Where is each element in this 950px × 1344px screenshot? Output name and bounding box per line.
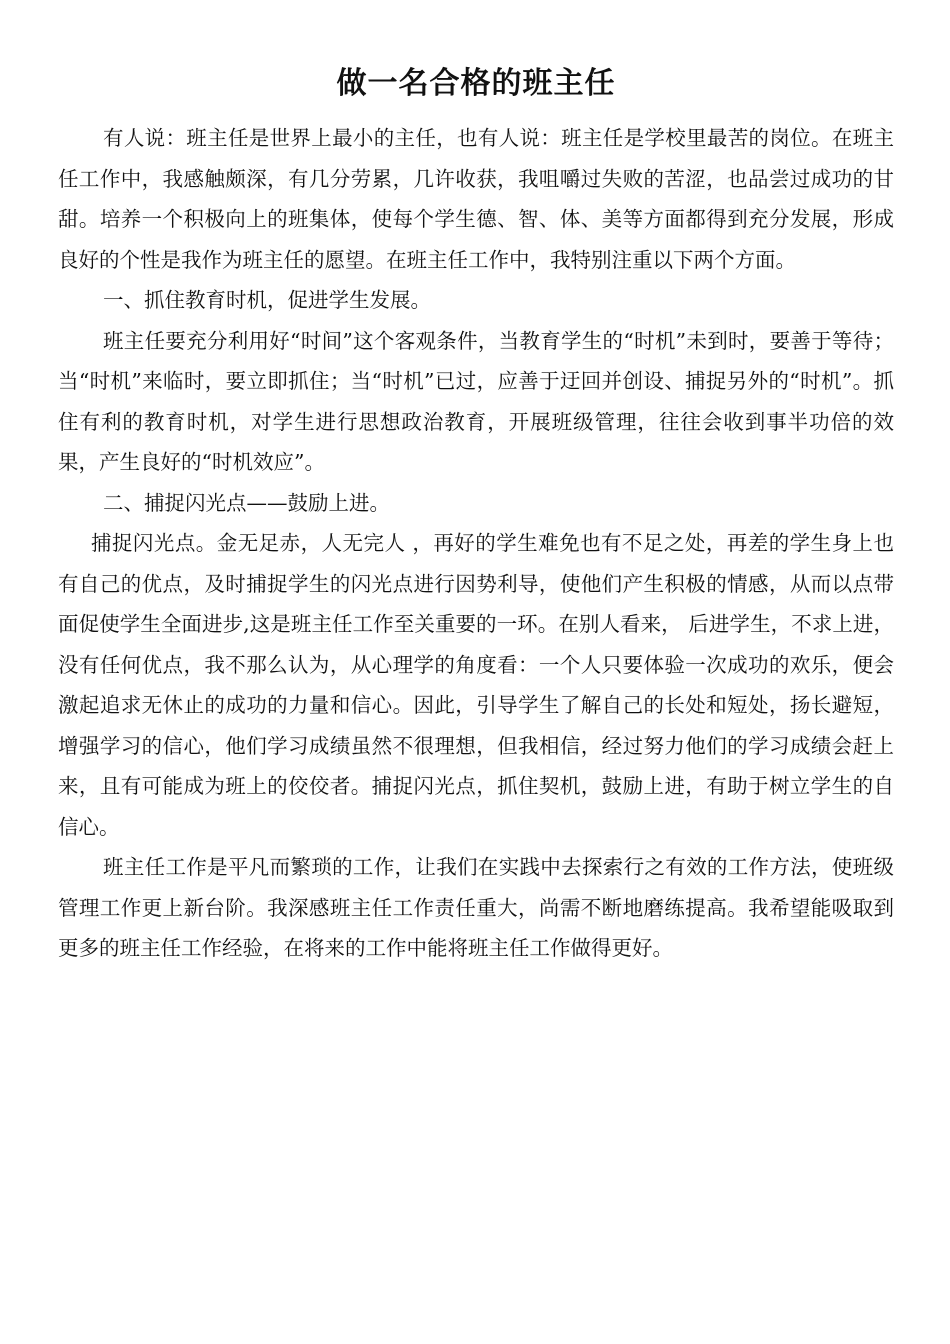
section-heading-1: 一、抓住教育时机，促进学生发展。	[103, 288, 431, 312]
document-page	[58, 64, 894, 969]
document-title: 做一名合格的班主任	[336, 66, 616, 101]
paragraph-highlights: 捕捉闪光点。金无足赤，人无完人 ，再好的学生难免也有不足之处，再差的学生身上也有自己的优点，及时捕捉学生的闪光点进行因势利导，使他们产生积极的情感，从而以点带面促使学生全面进步,这是班主任工作至关重要的一环。在别人看来， 后进学生，不求上进，没有任何优点，我不那么认为，从心理学的角度看：一个人只要体验一次成功的欢乐，便会激起追求无休止的成功的力量和信心。因此，引导学生了解自己的长处和短处，扬长避短，增强学习的信心，他们学习成绩虽然不很理想，但我相信，经过努力他们的学习成绩会赶上来，且有可能成为班上的佼佼者。捕捉闪光点，抓住契机，鼓励上进，有助于树立学生的自信心。	[58, 531, 894, 839]
paragraph-intro: 有人说：班主任是世界上最小的主任，也有人说：班主任是学校里最苦的岗位。在班主任工作中，我感触颇深，有几分劳累，几许收获，我咀嚼过失败的苦涩，也品尝过成功的甘甜。培养一个积极向上的班集体，使每个学生德、智、体、美等方面都得到充分发展，形成良好的个性是我作为班主任的愿望。在班主任工作中，我特别注重以下两个方面。	[58, 126, 894, 272]
paragraph-timing: 班主任要充分利用好“时间”这个客观条件，当教育学生的“时机”未到时，要善于等待；当“时机”来临时，要立即抓住；当“时机”已过，应善于迂回并创设、捕捉另外的“时机”。抓住有利的教育时机，对学生进行思想政治教育，开展班级管理，往往会收到事半功倍的效果，产生良好的“时机效应”。	[58, 328, 894, 474]
paragraph-conclusion: 班主任工作是平凡而繁琐的工作，让我们在实践中去探索行之有效的工作方法，使班级管理工作更上新台阶。我深感班主任工作责任重大，尚需不断地磨练提高。我希望能吸取到更多的班主任工作经验，在将来的工作中能将班主任工作做得更好。	[58, 855, 894, 960]
section-heading-2: 二、捕捉闪光点——鼓励上进。	[103, 490, 390, 515]
